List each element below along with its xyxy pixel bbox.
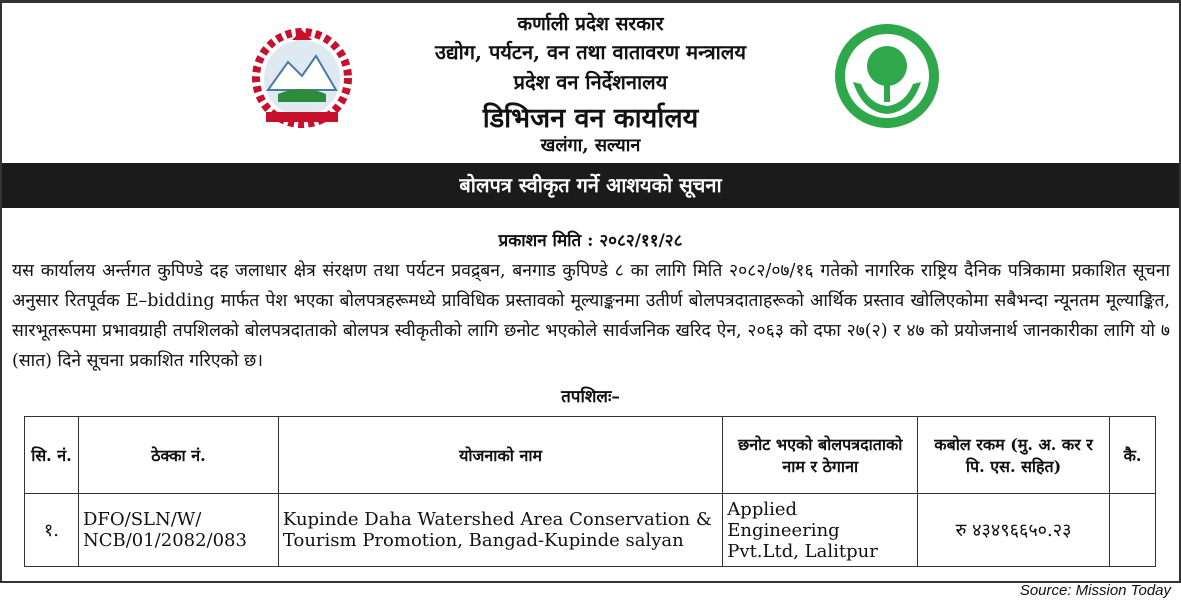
col-header-bidder: छनोट भएको बोलपत्रदाताको नाम र ठेगाना [723, 417, 918, 494]
col-header-sn: सि. नं. [25, 417, 79, 494]
col-header-remarks: कै. [1110, 417, 1156, 494]
office-address: खलंगा, सल्यान [540, 135, 641, 156]
cell-amount: रु ४३४९६६५०.२३ [918, 494, 1110, 567]
govt-name: कर्णाली प्रदेश सरकार [517, 13, 664, 35]
details-heading: तपशिलः– [561, 387, 620, 407]
col-header-contract-no: ठेक्का नं. [78, 417, 278, 494]
ministry-name: उद्योग, पर्यटन, वन तथा वातावरण मन्त्रालय [435, 40, 746, 64]
notice-body: यस कार्यालय अर्न्तगत कुपिण्डे दह जलाधार क्षेत्र संरक्षण तथा पर्यटन प्रवद्र्बन, बनगाड कुपिण्डे ८ का लागि मिति २०८२/०७/१६ गतेको नागरिक राष्ट्रिय दैनिक पत्रिकामा प्रकाशित सूचना अनुसार रितपूर्वक E–bidding मार्फत पेश भएका बोलपत्रहरूमध्ये प्राविधिक प्रस्तावको मूल्याङ्कनमा उतीर्ण बोलपत्रदाताहरूको आर्थिक प्रस्ताव खोलिएकोमा सबैभन्दा न्यूनतम मूल्याङ्कित, सारभूतरूपमा प्रभावग्राही तपशिलको बोलपत्रदाताको बोलपत्र स्वीकृतीको लागि छनोट भएकोले सार्वजनिक खरिद ऐन, २०६३ को दफा २७(२) र ४७ को प्रयोजनार्थ जानकारीका लागि यो ७ (सात) दिने सूचना प्रकाशित गरिएको छ। [12, 261, 1170, 371]
office-name: डिभिजन वन कार्यालय [482, 103, 699, 134]
directorate-name: प्रदेश वन निर्देशनालय [513, 70, 668, 94]
source-credit: Source: Mission Today [1019, 582, 1171, 599]
table-header-row [25, 417, 1156, 494]
table-row [25, 494, 1156, 567]
cell-remarks [1110, 494, 1156, 567]
bid-table [24, 416, 1156, 567]
cell-project-name: Kupinde Daha Watershed Area Conservation & Tourism Promotion, Bangad-Kupinde salyan [278, 494, 722, 567]
publish-date: प्रकाशन मिति : २०८२/११/२८ [498, 231, 683, 251]
col-header-project-name: योजनाको नाम [278, 417, 722, 494]
notice-title: बोलपत्र स्वीकृत गर्ने आशयको सूचना [2, 163, 1179, 208]
cell-bidder: Applied Engineering Pvt.Ltd, Lalitpur [723, 494, 918, 567]
cell-sn: १. [25, 494, 79, 567]
cell-contract-no: DFO/SLN/W/ NCB/01/2082/083 [78, 494, 278, 567]
col-header-amount: कबोल रकम (मु. अ. कर र पि. एस. सहित) [918, 417, 1110, 494]
